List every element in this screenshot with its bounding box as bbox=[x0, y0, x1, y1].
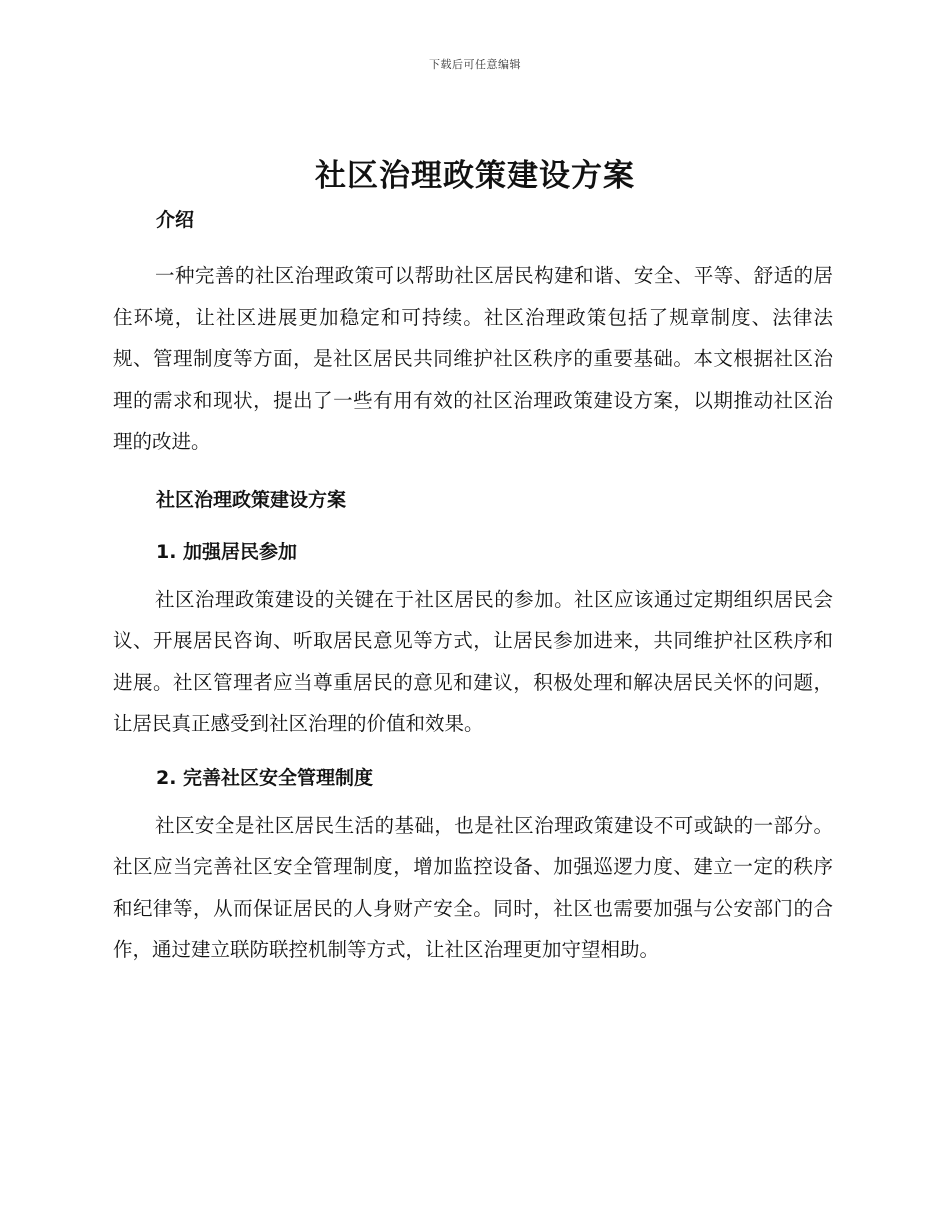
section-heading-plan: 社区治理政策建设方案 bbox=[156, 488, 347, 511]
document-title: 社区治理政策建设方案 bbox=[315, 158, 635, 194]
section-paragraph-intro: 一种完善的社区治理政策可以帮助社区居民构建和谐、安全、平等、舒适的居住环境，让社区进展更加稳定和可持续。社区治理政策包括了规章制度、法律法规、管理制度等方面，是社区居民共同维护社区秩序的重要基础。本文根据社区治理的需求和现状，提出了一些有用有效的社区治理政策建设方案，以期推动社区治理的改进。 bbox=[113, 264, 833, 453]
document-body bbox=[113, 205, 833, 971]
section-heading-resident-participation: 1. 加强居民参加 bbox=[156, 540, 298, 563]
section-heading-intro: 介绍 bbox=[156, 209, 195, 231]
section-paragraph-resident-participation: 社区治理政策建设的关键在于社区居民的参加。社区应该通过定期组织居民会议、开展居民咨询、听取居民意见等方式，让居民参加进来，共同维护社区秩序和进展。社区管理者应当尊重居民的意见和建议，积极处理和解决居民关怀的问题，让居民真正感受到社区治理的价值和效果。 bbox=[113, 587, 833, 735]
section-paragraph-safety-management: 社区安全是社区居民生活的基础，也是社区治理政策建设不可或缺的一部分。社区应当完善社区安全管理制度，增加监控设备、加强巡逻力度、建立一定的秩序和纪律等，从而保证居民的人身财产安全。同时，社区也需要加强与公安部门的合作，通过建立联防联控机制等方式，让社区治理更加守望相助。 bbox=[113, 813, 833, 961]
header-note: 下载后可任意编辑 bbox=[429, 58, 521, 71]
section-heading-safety-management: 2. 完善社区安全管理制度 bbox=[156, 766, 374, 789]
